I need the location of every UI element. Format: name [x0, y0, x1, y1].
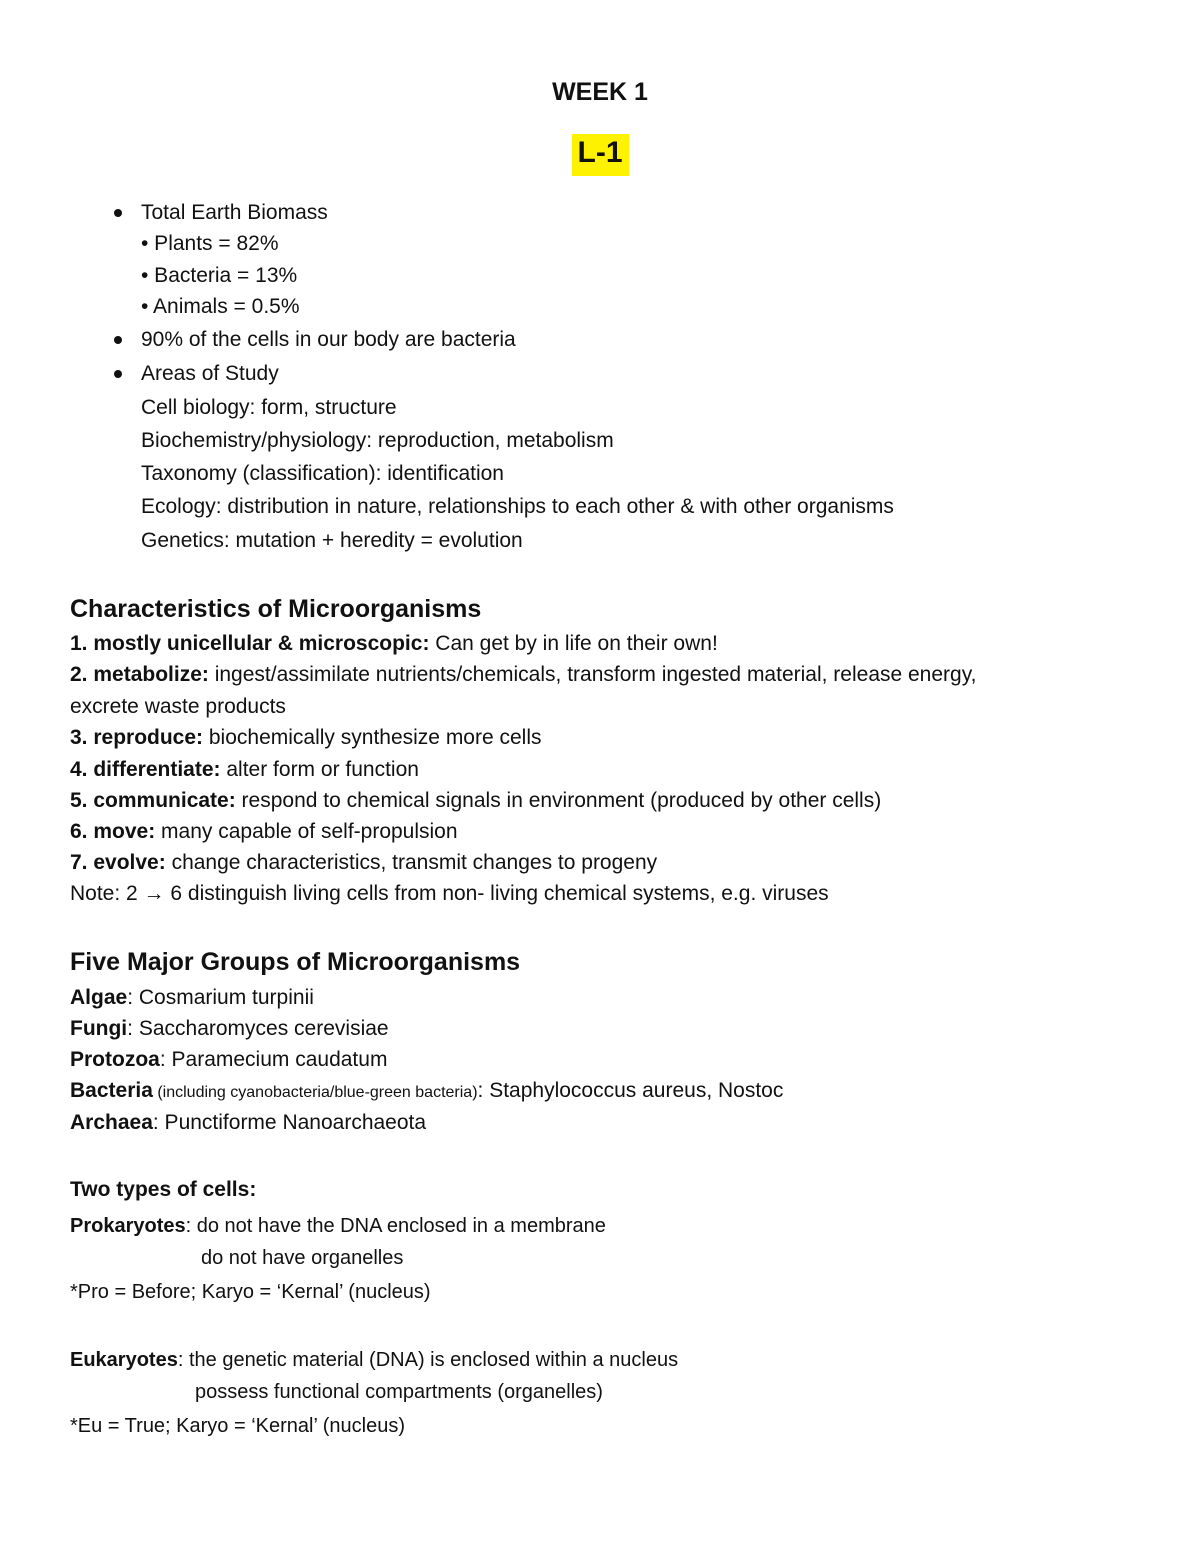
area-item: Taxonomy (classification): identification: [141, 462, 504, 485]
group-text: : Paramecium caudatum: [159, 1048, 388, 1071]
cells-heading: Two types of cells:: [70, 1178, 257, 1201]
prokaryotes-def: [70, 1212, 606, 1240]
characteristic-text: excrete waste products: [70, 695, 286, 718]
group-fungi: [70, 1015, 389, 1043]
group-protozoa: [70, 1046, 387, 1074]
group-archaea: [70, 1109, 426, 1137]
eukaryotes-line2: possess functional compartments (organelles): [195, 1381, 603, 1403]
prokaryotes-etymology: *Pro = Before; Karyo = ‘Kernal’ (nucleus): [70, 1281, 431, 1303]
cell-type-text: : the genetic material (DNA) is enclosed within a nucleus: [177, 1349, 679, 1371]
characteristic-text: many capable of self-propulsion: [155, 820, 458, 843]
week-title: WEEK 1: [552, 78, 648, 106]
characteristic-label: 4. differentiate:: [70, 758, 221, 781]
characteristic-text: alter form or function: [220, 758, 419, 781]
eukaryotes-etymology: *Eu = True; Karyo = ‘Kernal’ (nucleus): [70, 1415, 405, 1437]
characteristic-label: 5. communicate:: [70, 789, 236, 812]
characteristic-item: [70, 630, 718, 658]
group-note: (including cyanobacteria/blue-green bacteria): [152, 1084, 478, 1101]
bullet-icon: [114, 370, 122, 378]
group-text: : Saccharomyces cerevisiae: [127, 1017, 389, 1040]
area-item: Ecology: distribution in nature, relationships to each other & with other organisms: [141, 495, 894, 518]
group-label: Bacteria: [70, 1079, 153, 1102]
characteristic-label: 7. evolve:: [70, 851, 166, 874]
group-bacteria: [70, 1077, 783, 1107]
characteristic-item: [70, 818, 458, 846]
characteristic-text: change characteristics, transmit changes to progeny: [165, 851, 658, 874]
characteristic-label: 2. metabolize:: [70, 663, 209, 686]
areas-title: Areas of Study: [141, 362, 279, 385]
characteristic-item: [70, 724, 542, 752]
prokaryotes-line2: do not have organelles: [201, 1247, 404, 1269]
biomass-item: • Plants = 82%: [141, 232, 279, 255]
characteristics-note: Note: 2 → 6 distinguish living cells from non- living chemical systems, e.g. viruses: [70, 882, 829, 905]
group-text: : Cosmarium turpinii: [127, 986, 314, 1009]
characteristics-heading: Characteristics of Microorganisms: [70, 595, 482, 623]
cell-type-label: Eukaryotes: [70, 1349, 178, 1371]
characteristic-label: 3. reproduce:: [70, 726, 204, 749]
characteristic-label: 1. mostly unicellular & microscopic:: [70, 632, 430, 655]
bullet-icon: [114, 209, 122, 217]
biomass-title: Total Earth Biomass: [141, 201, 328, 224]
group-label: Protozoa: [70, 1048, 160, 1071]
group-text: : Staphylococcus aureus, Nostoc: [477, 1079, 784, 1102]
characteristic-item: [70, 661, 977, 689]
characteristic-text: respond to chemical signals in environment (produced by other cells): [235, 789, 882, 812]
characteristic-text: Can get by in life on their own!: [429, 632, 718, 655]
group-algae: [70, 984, 314, 1012]
characteristic-item: [70, 756, 419, 784]
group-label: Fungi: [70, 1017, 128, 1040]
characteristic-text: ingest/assimilate nutrients/chemicals, transform ingested material, release energy,: [208, 663, 977, 686]
bullet-icon: [114, 336, 122, 344]
biomass-item: • Bacteria = 13%: [141, 264, 298, 287]
area-item: Cell biology: form, structure: [141, 396, 397, 419]
biomass-item: • Animals = 0.5%: [141, 295, 300, 318]
characteristic-text: biochemically synthesize more cells: [203, 726, 542, 749]
lecture-highlight: L-1: [572, 134, 629, 176]
area-item: Biochemistry/physiology: reproduction, metabolism: [141, 429, 614, 452]
characteristic-label: 6. move:: [70, 820, 156, 843]
characteristic-item: [70, 849, 657, 877]
group-label: Archaea: [70, 1111, 153, 1134]
lecture-tag: [0, 134, 1200, 176]
groups-heading: Five Major Groups of Microorganisms: [70, 948, 521, 976]
cells-note: 90% of the cells in our body are bacteria: [141, 328, 516, 351]
characteristic-item: [70, 787, 881, 815]
cell-type-text: : do not have the DNA enclosed in a membrane: [185, 1215, 606, 1237]
cell-type-label: Prokaryotes: [70, 1215, 186, 1237]
group-label: Algae: [70, 986, 128, 1009]
eukaryotes-def: [70, 1346, 678, 1374]
group-text: : Punctiforme Nanoarchaeota: [152, 1111, 427, 1134]
characteristic-item: [70, 693, 286, 721]
area-item: Genetics: mutation + heredity = evolution: [141, 529, 523, 552]
